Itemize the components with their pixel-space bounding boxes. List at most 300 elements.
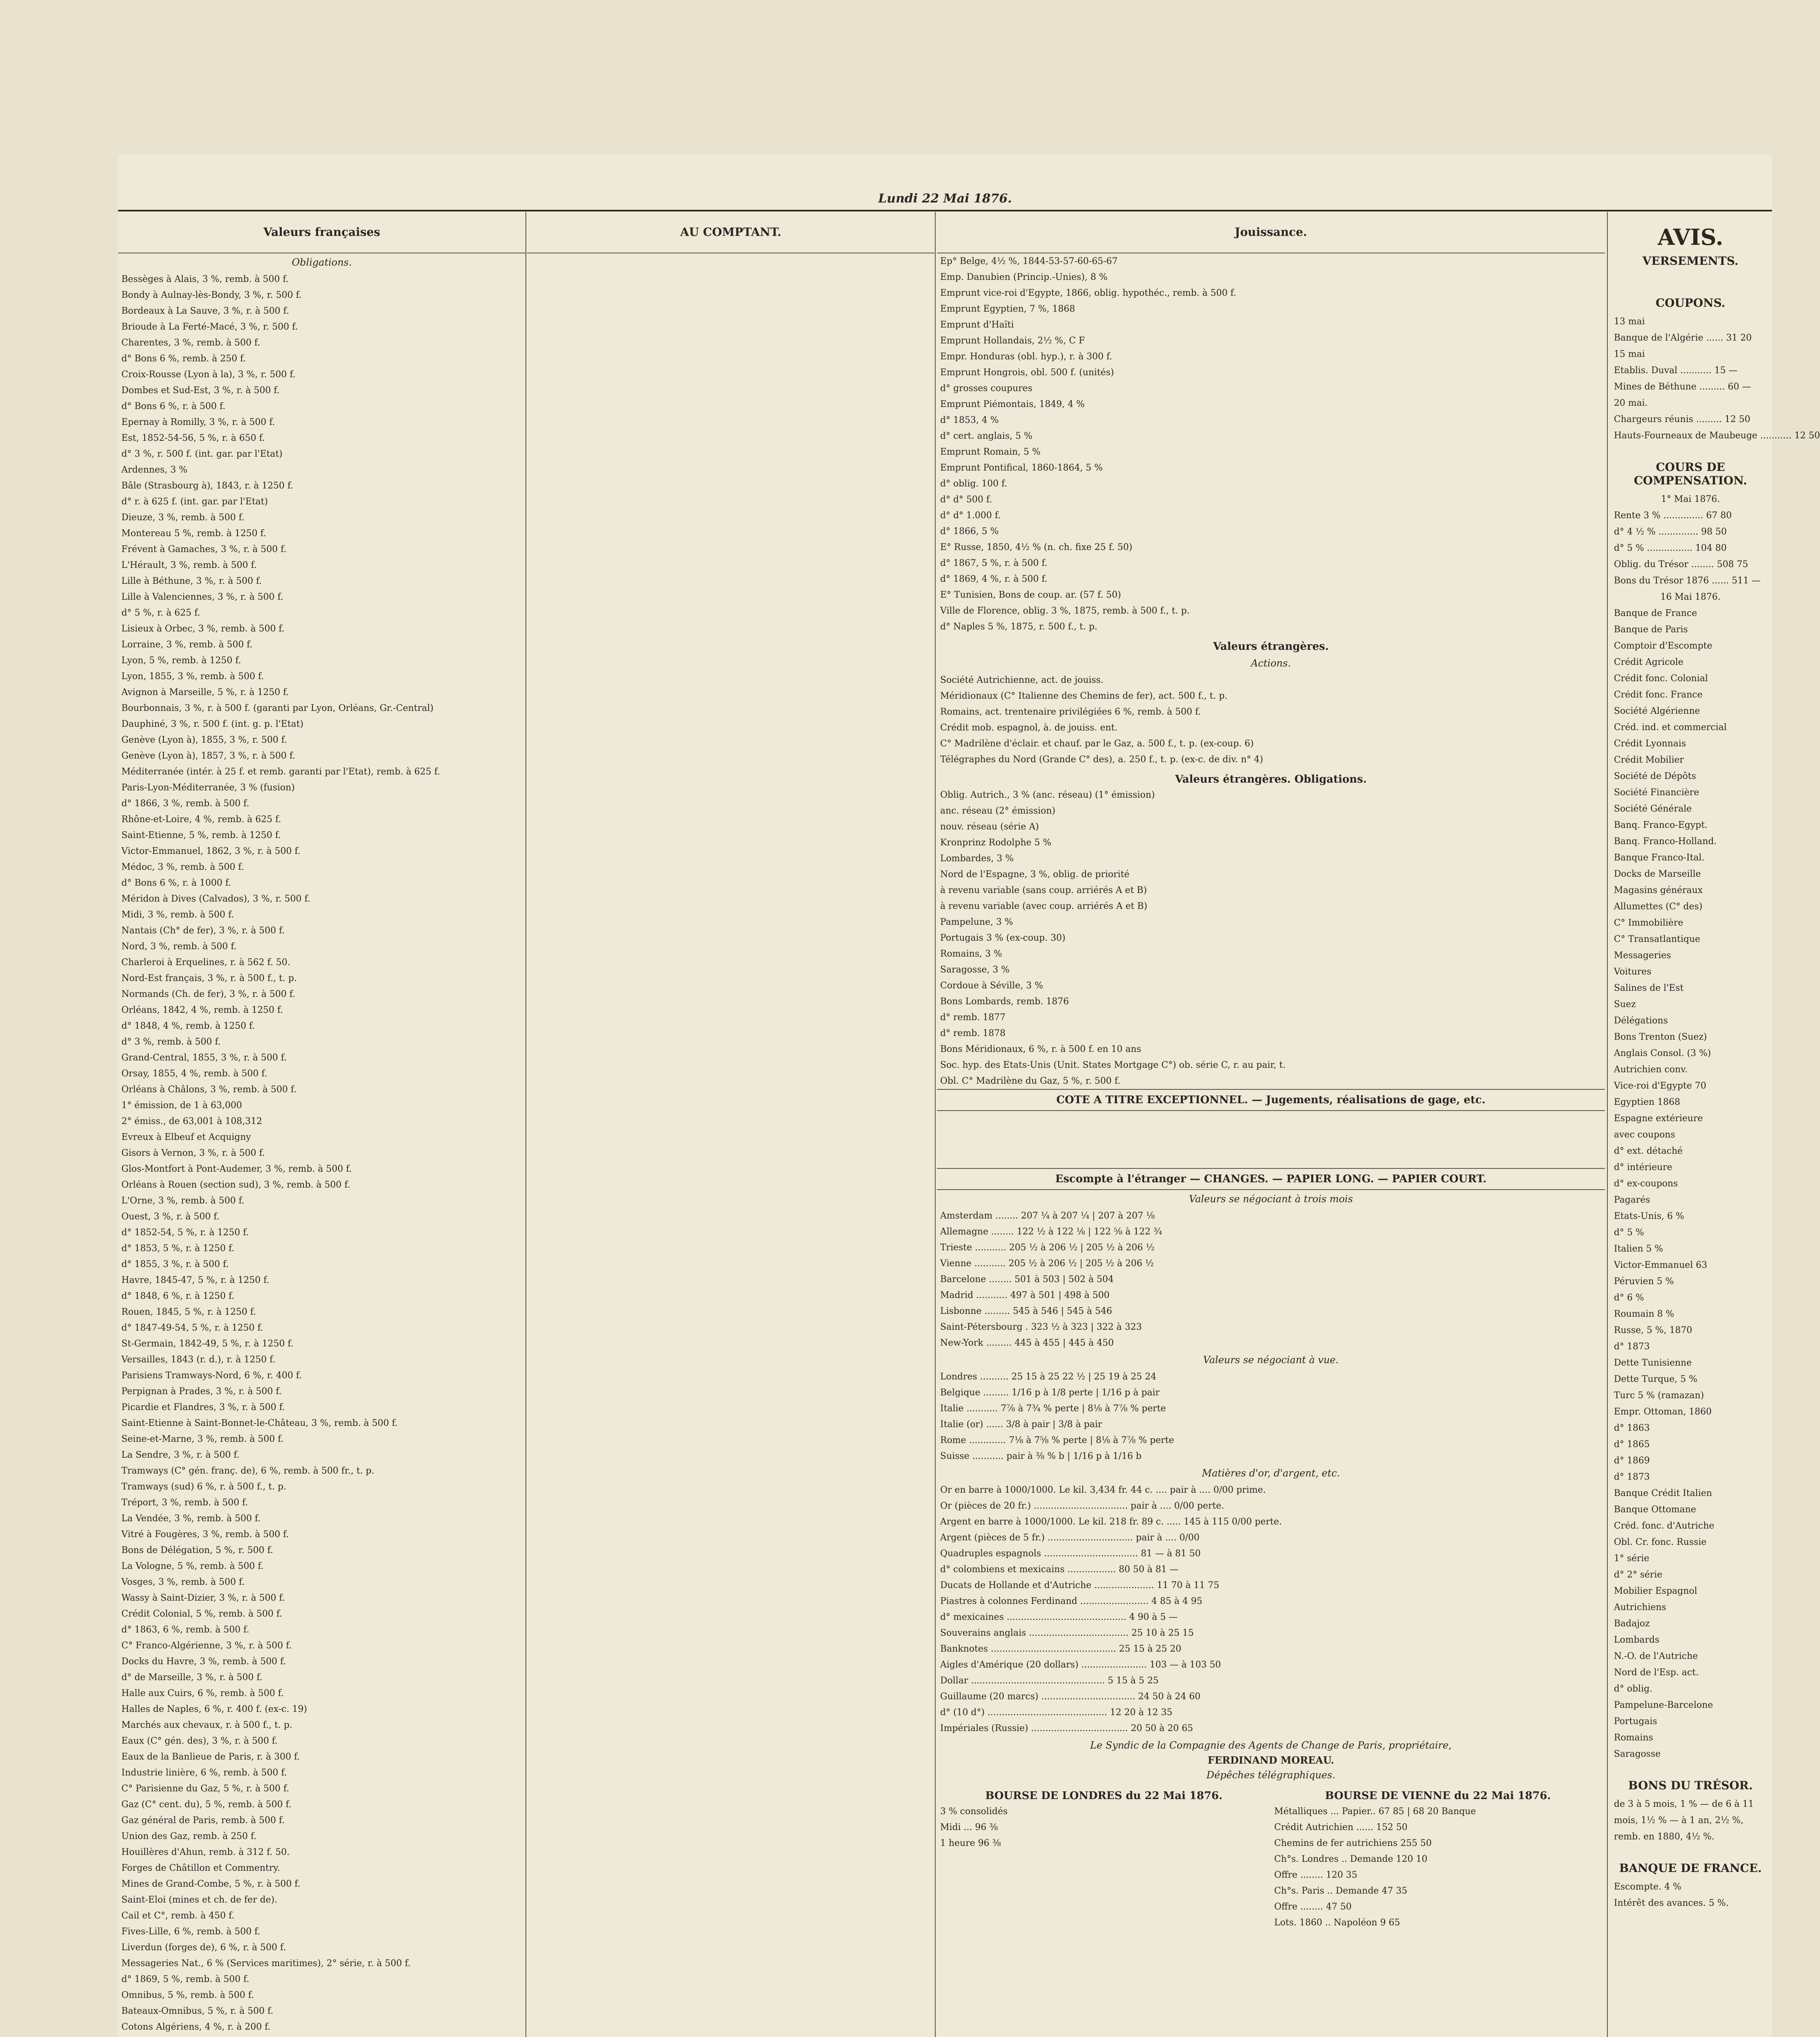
change-row: Italie (or) ...... 3/8 à pair | 3/8 à pair bbox=[940, 1419, 1102, 1430]
cours-row: Délégations bbox=[1614, 1016, 1668, 1026]
cours-row: Crédit fonc. France bbox=[1614, 690, 1703, 700]
security-row: Gaz (C° cent. du), 5 %, remb. à 500 f. bbox=[121, 1799, 292, 1810]
matiere-row: Piastres à colonnes Ferdinand ........................ 4 85 à 4 95 bbox=[940, 1596, 1202, 1606]
cours-row: Oblig. du Trésor ........ 508 75 bbox=[1614, 559, 1748, 570]
foreign-loan-row: Ville de Florence, oblig. 3 %, 1875, remb. à 500 f., t. p. bbox=[940, 606, 1190, 616]
cours-row: d° 5 % bbox=[1614, 1227, 1644, 1238]
oblig-etr-row: Oblig. Autrich., 3 % (anc. réseau) (1° émission) bbox=[940, 790, 1155, 800]
matieres-title: Matières d'or, d'argent, etc. bbox=[1202, 1467, 1340, 1479]
cours-row: Espagne extérieure bbox=[1614, 1113, 1703, 1124]
security-row: Omnibus, 5 %, remb. à 500 f. bbox=[121, 1990, 254, 2000]
vienne-row: Ch°s. Paris .. Demande 47 35 bbox=[1274, 1886, 1407, 1896]
oblig-etr-row: à revenu variable (sans coup. arriérés A et B) bbox=[940, 885, 1147, 895]
action-row: Télégraphes du Nord (Grande C° des), a. 250 f., t. p. (ex-c. de div. n° 4) bbox=[940, 755, 1263, 765]
cours-row: Banq. Franco-Egypt. bbox=[1614, 820, 1708, 830]
security-row: La Vendée, 3 %, remb. à 500 f. bbox=[121, 1513, 261, 1524]
security-row: C° Parisienne du Gaz, 5 %, r. à 500 f. bbox=[121, 1784, 289, 1794]
actions-rows-list bbox=[937, 672, 1605, 768]
matiere-row: Quadruples espagnols ................................. 81 — à 81 50 bbox=[940, 1549, 1201, 1559]
security-row: Bateaux-Omnibus, 5 %, r. à 500 f. bbox=[121, 2006, 273, 2016]
actions-label: Actions. bbox=[1251, 658, 1291, 669]
cours-row: Société de Dépôts bbox=[1614, 771, 1696, 781]
security-row: d° 1847-49-54, 5 %, r. à 1250 f. bbox=[121, 1323, 264, 1333]
cours-row: Rente 3 % .............. 67 80 bbox=[1614, 510, 1732, 521]
cours-row: d° 1869 bbox=[1614, 1456, 1650, 1466]
security-row: La Sendre, 3 %, r. à 500 f. bbox=[121, 1450, 240, 1460]
security-row: Dieuze, 3 %, remb. à 500 f. bbox=[121, 513, 245, 523]
security-row: Evreux à Elbeuf et Acquigny bbox=[121, 1132, 251, 1142]
change-row: New-York ......... 445 à 455 | 445 à 450 bbox=[940, 1338, 1114, 1348]
security-row: La Vologne, 5 %, remb. à 500 f. bbox=[121, 1561, 264, 1571]
jouissance-header: Jouissance. bbox=[937, 212, 1605, 253]
security-row: Docks du Havre, 3 %, remb. à 500 f. bbox=[121, 1656, 286, 1667]
cours2-rows bbox=[1609, 605, 1772, 1762]
security-row: Glos-Montfort à Pont-Audemer, 3 %, remb. à 500 f. bbox=[121, 1164, 352, 1174]
foreign-loan-row: Emprunt vice-roi d'Egypte, 1866, oblig. hypothéc., remb. à 500 f. bbox=[940, 288, 1236, 298]
cours-date2: 16 Mai 1876. bbox=[1660, 592, 1721, 602]
vienne-rows bbox=[1271, 1804, 1605, 1931]
cours-row: Banque Crédit Italien bbox=[1614, 1488, 1712, 1498]
oblig-etr-title: Valeurs étrangères. Obligations. bbox=[1175, 773, 1367, 785]
cours-row: d° ext. détaché bbox=[1614, 1146, 1683, 1156]
cours-row: Société Algérienne bbox=[1614, 706, 1700, 716]
security-row: d° Bons 6 %, remb. à 250 f. bbox=[121, 354, 246, 364]
security-row: d° 3 %, remb. à 500 f. bbox=[121, 1037, 221, 1047]
security-row: Frévent à Gamaches, 3 %, r. à 500 f. bbox=[121, 544, 287, 554]
security-row: Gaz général de Paris, remb. à 500 f. bbox=[121, 1815, 285, 1826]
cours-row: Voitures bbox=[1614, 967, 1651, 977]
security-row: Gisors à Vernon, 3 %, r. à 500 f. bbox=[121, 1148, 265, 1158]
cours-row: d° 1865 bbox=[1614, 1439, 1650, 1450]
coupon-row: Banque de l'Algérie ...... 31 20 bbox=[1614, 333, 1752, 343]
cours-row: Suez bbox=[1614, 999, 1636, 1010]
au-comptant-column bbox=[527, 212, 934, 2037]
cours-row: avec coupons bbox=[1614, 1130, 1675, 1140]
cours-row: Etats-Unis, 6 % bbox=[1614, 1211, 1684, 1221]
coupon-row: 13 mai bbox=[1614, 317, 1645, 327]
security-row: Bourbonnais, 3 %, r. à 500 f. (garanti par Lyon, Orléans, Gr.-Central) bbox=[121, 703, 434, 713]
matiere-row: Dollar ............................................... 5 15 à 5 25 bbox=[940, 1676, 1159, 1686]
oblig-etr-row: à revenu variable (avec coup. arriérés A et B) bbox=[940, 901, 1147, 911]
cours-row: d° 5 % ................ 104 80 bbox=[1614, 543, 1727, 553]
bourse-londres bbox=[937, 1784, 1271, 1931]
security-row: Orléans à Châlons, 3 %, remb. à 500 f. bbox=[121, 1084, 297, 1095]
security-row: Bondy à Aulnay-lès-Bondy, 3 %, r. 500 f. bbox=[121, 290, 302, 300]
oblig-etr-row: Bons Méridionaux, 6 %, r. à 500 f. en 10 ans bbox=[940, 1044, 1141, 1054]
column-divider bbox=[1607, 212, 1608, 2037]
security-row: Tramways (C° gén. franç. de), 6 %, remb. à 500 fr., t. p. bbox=[121, 1466, 374, 1476]
changes-title: CHANGES. bbox=[1204, 1173, 1268, 1185]
cours-row: d° 6 % bbox=[1614, 1293, 1644, 1303]
security-row: Houillères d'Ahun, remb. à 312 f. 50. bbox=[121, 1847, 290, 1857]
foreign-loan-row: d° oblig. 100 f. bbox=[940, 479, 1007, 489]
security-row: d° 1848, 6 %, r. à 1250 f. bbox=[121, 1291, 235, 1301]
foreign-loan-row: Emp. Danubien (Princip.-Unies), 8 % bbox=[940, 272, 1108, 282]
security-row: Epernay à Romilly, 3 %, r. à 500 f. bbox=[121, 417, 275, 427]
security-row: d° Bons 6 %, r. à 1000 f. bbox=[121, 878, 231, 888]
security-row: d° 3 %, r. 500 f. (int. gar. par l'Etat) bbox=[121, 449, 283, 459]
security-row: Dauphiné, 3 %, r. 500 f. (int. g. p. l'Etat) bbox=[121, 719, 303, 729]
security-row: d° 1853, 5 %, r. à 1250 f. bbox=[121, 1243, 235, 1254]
londres-une-heure: 1 heure 96 ⅜ bbox=[940, 1838, 1001, 1848]
matiere-row: Or (pièces de 20 fr.) ................................. pair à .... 0/00 perte. bbox=[940, 1501, 1224, 1511]
change-row: Londres .......... 25 15 à 25 22 ½ | 25 19 à 25 24 bbox=[940, 1372, 1156, 1382]
cours-row: C° Transatlantique bbox=[1614, 934, 1701, 944]
security-row: Union des Gaz, remb. à 250 f. bbox=[121, 1831, 257, 1841]
cours-row: Salines de l'Est bbox=[1614, 983, 1684, 993]
security-row: Seine-et-Marne, 3 %, remb. à 500 f. bbox=[121, 1434, 284, 1444]
papier-long: PAPIER LONG. bbox=[1286, 1173, 1374, 1185]
oblig-etr-row: d° remb. 1878 bbox=[940, 1028, 1006, 1038]
bons-tresor-title: BONS DU TRÉSOR. bbox=[1628, 1779, 1753, 1792]
cours-row: C° Immobilière bbox=[1614, 918, 1684, 928]
security-row: d° 1863, 6 %, remb. à 500 f. bbox=[121, 1625, 249, 1635]
newspaper-page bbox=[118, 155, 1820, 2037]
coupons-rows bbox=[1609, 314, 1820, 444]
cours-row: Banque de Paris bbox=[1614, 625, 1688, 635]
cours-row: Nord de l'Esp. act. bbox=[1614, 1667, 1699, 1678]
security-row: 1° émission, de 1 à 63,000 bbox=[121, 1100, 242, 1111]
security-row: Eaux de la Banlieue de Paris, r. à 300 f. bbox=[121, 1752, 300, 1762]
cours-row: Mobilier Espagnol bbox=[1614, 1586, 1697, 1596]
cours-row: Créd. fonc. d'Autriche bbox=[1614, 1521, 1714, 1531]
matiere-row: Or en barre à 1000/1000. Le kil. 3,434 fr. 44 c. .... pair à .... 0/00 prime. bbox=[940, 1485, 1266, 1495]
oblig-etr-row: Portugais 3 % (ex-coup. 30) bbox=[940, 933, 1066, 943]
change-row: Italie ........... 7⅞ à 7¾ % perte | 8⅛ à 7⅞ % perte bbox=[940, 1403, 1166, 1414]
security-row: Crédit Colonial, 5 %, remb. à 500 f. bbox=[121, 1609, 282, 1619]
oblig-etr-row: Soc. hyp. des Etats-Unis (Unit. States Mortgage C°) ob. série C, r. au pair, t. bbox=[940, 1060, 1286, 1070]
banque-row: Intérêt des avances. 5 %. bbox=[1614, 1898, 1729, 1908]
security-row: Lille à Béthune, 3 %, r. à 500 f. bbox=[121, 576, 262, 586]
foreign-loan-row: Emprunt Pontifical, 1860-1864, 5 % bbox=[940, 463, 1103, 473]
security-row: Vosges, 3 %, remb. à 500 f. bbox=[121, 1577, 245, 1587]
change-row: Rome ............. 7⅛ à 7⅝ % perte | 8⅛ à 7⅞ % perte bbox=[940, 1435, 1174, 1445]
foreign-loan-row: Emprunt Piémontais, 1849, 4 % bbox=[940, 399, 1085, 409]
security-row: d° r. à 625 f. (int. gar. par l'Etat) bbox=[121, 497, 268, 507]
change-row: Barcelone ........ 501 à 503 | 502 à 504 bbox=[940, 1274, 1114, 1285]
security-row: Perpignan à Prades, 3 %, r. à 500 f. bbox=[121, 1386, 282, 1397]
security-row: Parisiens Tramways-Nord, 6 %, r. 400 f. bbox=[121, 1370, 302, 1381]
cours-row: Banque de France bbox=[1614, 608, 1697, 618]
cours-row: 1° série bbox=[1614, 1553, 1649, 1564]
security-row: d° 1855, 3 %, r. à 500 f. bbox=[121, 1259, 229, 1269]
changes-escompte: Escompte à l'étranger bbox=[1055, 1173, 1186, 1185]
cours-row: d° 2° série bbox=[1614, 1570, 1662, 1580]
cours-row: Egyptien 1868 bbox=[1614, 1097, 1680, 1107]
foreign-loan-row: Emprunt Hollandais, 2½ %, C F bbox=[940, 336, 1085, 346]
column-divider bbox=[935, 212, 936, 2037]
oblig-etr-rows-list bbox=[937, 787, 1605, 1089]
security-row: Lisieux à Orbec, 3 %, remb. à 500 f. bbox=[121, 624, 285, 634]
security-row: Montereau 5 %, remb. à 1250 f. bbox=[121, 528, 266, 539]
security-row: Tréport, 3 %, remb. à 500 f. bbox=[121, 1498, 248, 1508]
security-row: Genève (Lyon à), 1855, 3 %, r. 500 f. bbox=[121, 735, 287, 745]
cours-row: Péruvien 5 % bbox=[1614, 1276, 1674, 1287]
valeurs-francaises-header: Valeurs françaises bbox=[118, 212, 525, 253]
cours-row: Saragosse bbox=[1614, 1749, 1661, 1759]
au-comptant-header: AU COMPTANT. bbox=[527, 212, 934, 253]
change-row: Allemagne ........ 122 ½ à 122 ⅛ | 122 ⅝ à 122 ¾ bbox=[940, 1227, 1162, 1237]
cours-row: Crédit Mobilier bbox=[1614, 755, 1684, 765]
coupon-row: Hauts-Fourneaux de Maubeuge ........... 12 50 bbox=[1614, 431, 1820, 441]
oblig-etr-row: Kronprinz Rodolphe 5 % bbox=[940, 838, 1052, 848]
security-row: Lyon, 5 %, remb. à 1250 f. bbox=[121, 656, 241, 666]
foreign-loan-row: d° grosses coupures bbox=[940, 383, 1033, 394]
matiere-row: Argent (pièces de 5 fr.) .............................. pair à .... 0/00 bbox=[940, 1533, 1200, 1543]
cours-row: Dette Tunisienne bbox=[1614, 1358, 1692, 1368]
action-row: Méridionaux (C° Italienne des Chemins de fer), act. 500 f., t. p. bbox=[940, 691, 1228, 701]
left-rows-list bbox=[118, 271, 525, 2037]
security-row: Bons de Délégation, 5 %, r. 500 f. bbox=[121, 1545, 273, 1555]
vienne-row: Lots. 1860 .. Napoléon 9 65 bbox=[1274, 1918, 1400, 1928]
matiere-row: Guillaume (20 marcs) ................................. 24 50 à 24 60 bbox=[940, 1692, 1201, 1702]
security-row: Halle aux Cuirs, 6 %, remb. à 500 f. bbox=[121, 1688, 284, 1698]
change-row: Belgique ......... 1/16 p à 1/8 perte | 1/16 p à pair bbox=[940, 1388, 1160, 1398]
avis-column bbox=[1609, 212, 1820, 2037]
foreign-loan-row: d° 1853, 4 % bbox=[940, 415, 999, 425]
change-row: Suisse ........... pair à ⅜ % b | 1/16 p à 1/16 b bbox=[940, 1451, 1142, 1461]
foreign-loan-row: Emprunt Romain, 5 % bbox=[940, 447, 1041, 457]
oblig-etr-row: Romains, 3 % bbox=[940, 949, 1002, 959]
coupon-row: Etablis. Duval ........... 15 — bbox=[1614, 365, 1738, 376]
obligations-label: Obligations. bbox=[292, 257, 352, 268]
matiere-row: Souverains anglais ................................... 25 10 à 25 15 bbox=[940, 1628, 1194, 1638]
cours-row: Banq. Franco-Holland. bbox=[1614, 836, 1717, 847]
cours-row: d° 4 ½ % .............. 98 50 bbox=[1614, 527, 1727, 537]
cours-row: Portugais bbox=[1614, 1716, 1657, 1727]
matiere-row: Ducats de Hollande et d'Autriche ..................... 11 70 à 11 75 bbox=[940, 1580, 1220, 1590]
avis-title: AVIS. bbox=[1657, 224, 1723, 250]
top-rule bbox=[118, 210, 1772, 211]
action-row: Société Autrichienne, act. de jouiss. bbox=[940, 675, 1104, 685]
security-row: Normands (Ch. de fer), 3 %, r. à 500 f. bbox=[121, 989, 295, 999]
cours-title: COURS DE COMPENSATION. bbox=[1634, 460, 1747, 487]
oblig-etr-row: d° remb. 1877 bbox=[940, 1012, 1006, 1023]
matiere-row: d° mexicaines .......................................... 4 90 à 5 — bbox=[940, 1612, 1178, 1622]
security-row: Midi, 3 %, remb. à 500 f. bbox=[121, 910, 234, 920]
security-row: Industrie linière, 6 %, remb. à 500 f. bbox=[121, 1768, 287, 1778]
cote-exceptionnel-space bbox=[937, 1111, 1605, 1168]
change-row: Amsterdam ........ 207 ¼ à 207 ¼ | 207 à 207 ⅛ bbox=[940, 1211, 1155, 1221]
cours-row: Banque Franco-Ital. bbox=[1614, 853, 1705, 863]
security-row: Ouest, 3 %, r. à 500 f. bbox=[121, 1212, 220, 1222]
security-row: d° Bons 6 %, r. à 500 f. bbox=[121, 401, 226, 411]
change-row: Saint-Pétersbourg . 323 ½ à 323 | 322 à 323 bbox=[940, 1322, 1142, 1332]
bourse-vienne bbox=[1271, 1784, 1605, 1931]
vienne-row: Crédit Autrichien ...... 152 50 bbox=[1274, 1822, 1408, 1832]
oblig-etr-row: Cordoue à Séville, 3 % bbox=[940, 981, 1043, 991]
a-vue-rows bbox=[937, 1369, 1605, 1464]
vienne-row: Métalliques ... Papier.. 67 85 | 68 20 Banque bbox=[1274, 1806, 1476, 1817]
security-row: Tramways (sud) 6 %, r. à 500 f., t. p. bbox=[121, 1482, 286, 1492]
security-row: Lorraine, 3 %, remb. à 500 f. bbox=[121, 640, 253, 650]
security-row bbox=[118, 2035, 525, 2037]
oblig-etr-row: Obl. C° Madrilène du Gaz, 5 %, r. 500 f. bbox=[940, 1076, 1121, 1086]
security-row: Nord-Est français, 3 %, r. à 500 f., t. p. bbox=[121, 973, 297, 983]
foreign-loan-row: Emprunt Egyptien, 7 %, 1868 bbox=[940, 304, 1075, 314]
foreign-loan-row: d° d° 500 f. bbox=[940, 495, 992, 505]
oblig-etr-row: anc. réseau (2° émission) bbox=[940, 806, 1055, 816]
cours-row: d° ex-coupons bbox=[1614, 1179, 1678, 1189]
bourses-block bbox=[937, 1784, 1605, 1931]
cours-row: d° intérieure bbox=[1614, 1162, 1673, 1172]
security-row: Est, 1852-54-56, 5 %, r. à 650 f. bbox=[121, 433, 265, 443]
cours-row: Dette Turque, 5 % bbox=[1614, 1374, 1697, 1384]
coupons-label: COUPONS. bbox=[1655, 296, 1725, 310]
versements-label: VERSEMENTS. bbox=[1642, 254, 1739, 268]
change-row: Madrid ........... 497 à 501 | 498 à 500 bbox=[940, 1290, 1110, 1300]
vienne-row: Chemins de fer autrichiens 255 50 bbox=[1274, 1838, 1432, 1848]
cours-row: Comptoir d'Escompte bbox=[1614, 641, 1712, 651]
security-row: Eaux (C° gén. des), 3 %, r. à 500 f. bbox=[121, 1736, 278, 1746]
security-row: Cail et C°, remb. à 450 f. bbox=[121, 1911, 235, 1921]
security-row: L'Orne, 3 %, remb. à 500 f. bbox=[121, 1196, 245, 1206]
cote-exceptionnel: COTE A TITRE EXCEPTIONNEL. — Jugements, réalisations de gage, etc. bbox=[937, 1089, 1605, 1111]
cours-date1: 1° Mai 1876. bbox=[1661, 494, 1720, 504]
security-row: d° 1866, 3 %, remb. à 500 f. bbox=[121, 799, 249, 809]
security-row: Croix-Rousse (Lyon à la), 3 %, r. 500 f. bbox=[121, 370, 296, 380]
security-row: Cotons Algériens, 4 %, r. à 200 f. bbox=[121, 2022, 271, 2032]
syndic-name: FERDINAND MOREAU. bbox=[1207, 1754, 1334, 1766]
security-row: St-Germain, 1842-49, 5 %, r. à 1250 f. bbox=[121, 1339, 294, 1349]
foreign-column bbox=[937, 212, 1605, 2037]
banque-rows bbox=[1609, 1879, 1772, 1912]
matiere-row: Aigles d'Amérique (20 dollars) ....................... 103 — à 103 50 bbox=[940, 1660, 1221, 1670]
matiere-row: d° colombiens et mexicains ................. 80 50 à 81 — bbox=[940, 1564, 1179, 1575]
bourse-londres-title: BOURSE DE LONDRES du 22 Mai 1876. bbox=[985, 1790, 1223, 1802]
cours-row: d° 1873 bbox=[1614, 1342, 1650, 1352]
security-row: Orléans à Rouen (section sud), 3 %, remb. à 500 f. bbox=[121, 1180, 350, 1190]
cours-row: Créd. ind. et commercial bbox=[1614, 722, 1727, 733]
security-row: Bordeaux à La Sauve, 3 %, r. à 500 f. bbox=[121, 306, 289, 316]
oblig-etr-row: Lombardes, 3 % bbox=[940, 854, 1014, 864]
foreign-loan-row: E° Tunisien, Bons de coup. ar. (57 f. 50) bbox=[940, 590, 1121, 600]
cours-row: Bons Trenton (Suez) bbox=[1614, 1032, 1707, 1042]
security-row: d° de Marseille, 3 %, r. à 500 f. bbox=[121, 1672, 263, 1683]
security-row: Saint-Eloi (mines et ch. de fer de). bbox=[121, 1895, 277, 1905]
security-row: Saint-Etienne à Saint-Bonnet-le-Château, 3 %, remb. à 500 f. bbox=[121, 1418, 398, 1428]
oblig-etr-row: Nord de l'Espagne, 3 %, oblig. de priorité bbox=[940, 869, 1130, 880]
security-row: Orléans, 1842, 4 %, remb. à 1250 f. bbox=[121, 1005, 283, 1015]
security-row: d° 1848, 4 %, remb. à 1250 f. bbox=[121, 1021, 255, 1031]
foreign-loan-row: d° d° 1.000 f. bbox=[940, 510, 1001, 521]
coupon-row: 20 mai. bbox=[1614, 398, 1648, 408]
matiere-row: Impériales (Russie) .................................. 20 50 à 20 65 bbox=[940, 1723, 1194, 1733]
matieres-rows bbox=[937, 1482, 1605, 1736]
foreign-loan-row: Emprunt d'Haïti bbox=[940, 320, 1014, 330]
security-row: Médoc, 3 %, remb. à 500 f. bbox=[121, 862, 244, 872]
oblig-etr-row: Bons Lombards, remb. 1876 bbox=[940, 997, 1069, 1007]
cours-row: Romains bbox=[1614, 1733, 1653, 1743]
foreign-loan-row: d° Naples 5 %, 1875, r. 500 f., t. p. bbox=[940, 622, 1098, 632]
changes-header: Escompte à l'étranger — CHANGES. — PAPIER LONG. — PAPIER COURT. bbox=[937, 1168, 1605, 1190]
security-row: Méditerranée (intér. à 25 f. et remb. garanti par l'Etat), remb. à 625 f. bbox=[121, 767, 440, 777]
security-row: Orsay, 1855, 4 %, remb. à 500 f. bbox=[121, 1069, 268, 1079]
security-row: Havre, 1845-47, 5 %, r. à 1250 f. bbox=[121, 1275, 270, 1285]
cours-row: Société Financière bbox=[1614, 788, 1699, 798]
foreign-loan-row: E° Russe, 1850, 4½ % (n. ch. fixe 25 f. 50) bbox=[940, 542, 1132, 552]
londres-midi: Midi ... 96 ⅜ bbox=[940, 1822, 998, 1832]
cours-row: Magasins généraux bbox=[1614, 885, 1703, 895]
security-row: Victor-Emmanuel, 1862, 3 %, r. à 500 f. bbox=[121, 846, 301, 856]
cours-row: Victor-Emmanuel 63 bbox=[1614, 1260, 1708, 1270]
cours-row: Crédit Lyonnais bbox=[1614, 739, 1686, 749]
matiere-row: d° (10 d°) .......................................... 12 20 à 12 35 bbox=[940, 1707, 1173, 1718]
security-row: Ardennes, 3 % bbox=[121, 465, 188, 475]
foreign-loan-row: d° 1869, 4 %, r. à 500 f. bbox=[940, 574, 1048, 584]
cours-row: Obl. Cr. fonc. Russie bbox=[1614, 1537, 1707, 1547]
foreign-loan-row: d° cert. anglais, 5 % bbox=[940, 431, 1033, 441]
mid-rows-list bbox=[937, 253, 1605, 635]
security-row: Saint-Etienne, 5 %, remb. à 1250 f. bbox=[121, 830, 281, 840]
consolides-label: 3 % consolidés bbox=[940, 1806, 1008, 1817]
foreign-loan-row: Empr. Honduras (obl. hyp.), r. à 300 f. bbox=[940, 352, 1112, 362]
banque-row: Escompte. 4 % bbox=[1614, 1882, 1682, 1892]
security-row: Liverdun (forges de), 6 %, r. à 500 f. bbox=[121, 1942, 286, 1953]
security-row: Messageries Nat., 6 % (Services maritimes), 2° série, r. à 500 f. bbox=[121, 1958, 411, 1969]
security-row: Wassy à Saint-Dizier, 3 %, r. à 500 f. bbox=[121, 1593, 285, 1603]
cours-row: Badajoz bbox=[1614, 1619, 1650, 1629]
a-vue-label: Valeurs se négociant à vue. bbox=[1203, 1354, 1339, 1366]
cours-row: Pagarés bbox=[1614, 1195, 1650, 1205]
security-row: C° Franco-Algérienne, 3 %, r. à 500 f. bbox=[121, 1641, 292, 1651]
foreign-loan-row: d° 1867, 5 %, r. à 500 f. bbox=[940, 558, 1048, 568]
change-row: Trieste ........... 205 ½ à 206 ½ | 205 ½ à 206 ½ bbox=[940, 1243, 1155, 1253]
cours-row: Société Générale bbox=[1614, 804, 1692, 814]
valeurs-francaises-column bbox=[118, 212, 525, 2037]
banque-france-title: BANQUE DE FRANCE. bbox=[1619, 1861, 1762, 1875]
cours-row: Anglais Consol. (3 %) bbox=[1614, 1048, 1711, 1058]
column-divider bbox=[525, 212, 526, 2037]
security-row: Mines de Grand-Combe, 5 %, r. à 500 f. bbox=[121, 1879, 301, 1889]
cours-row: Bons du Trésor 1876 ...... 511 — bbox=[1614, 576, 1761, 586]
security-row: Bessèges à Alais, 3 %, remb. à 500 f. bbox=[121, 274, 289, 284]
security-row: Forges de Châtillon et Commentry. bbox=[121, 1863, 280, 1873]
security-row: Grand-Central, 1855, 3 %, r. à 500 f. bbox=[121, 1053, 287, 1063]
security-row: Nord, 3 %, remb. à 500 f. bbox=[121, 942, 237, 952]
cours-row: Banque Ottomane bbox=[1614, 1505, 1696, 1515]
vienne-row: Offre ........ 120 35 bbox=[1274, 1870, 1358, 1880]
matiere-row: Argent en barre à 1000/1000. Le kil. 218 fr. 89 c. ..... 145 à 115 0/00 perte. bbox=[940, 1517, 1282, 1527]
matiere-row: Banknotes ............................................ 25 15 à 25 20 bbox=[940, 1644, 1182, 1654]
cours-row: Messageries bbox=[1614, 950, 1671, 961]
change-row: Vienne ........... 205 ½ à 206 ½ | 205 ½ à 206 ½ bbox=[940, 1258, 1154, 1269]
trois-mois-rows bbox=[937, 1208, 1605, 1351]
oblig-etr-row: Saragosse, 3 % bbox=[940, 965, 1010, 975]
security-row: Lille à Valenciennes, 3 %, r. à 500 f. bbox=[121, 592, 284, 602]
coupon-row: Mines de Béthune ......... 60 — bbox=[1614, 382, 1751, 392]
cours-row: Russe, 5 %, 1870 bbox=[1614, 1325, 1693, 1335]
security-row: d° 5 %, r. à 625 f. bbox=[121, 608, 200, 618]
security-row: L'Hérault, 3 %, remb. à 500 f. bbox=[121, 560, 257, 570]
action-row: Romains, act. trentenaire privilégiées 6 %, remb. à 500 f. bbox=[940, 707, 1201, 717]
cours-row: Autrichien conv. bbox=[1614, 1065, 1688, 1075]
papier-court: PAPIER COURT. bbox=[1392, 1173, 1487, 1185]
security-row: Paris-Lyon-Méditerranée, 3 % (fusion) bbox=[121, 783, 295, 793]
security-row: Charentes, 3 %, remb. à 500 f. bbox=[121, 338, 260, 348]
security-row: Genève (Lyon à), 1857, 3 %, r. à 500 f. bbox=[121, 751, 295, 761]
cours-row: Allumettes (C° des) bbox=[1614, 902, 1703, 912]
security-row: Méridon à Dives (Calvados), 3 %, r. 500 f. bbox=[121, 894, 310, 904]
security-row: Avignon à Marseille, 5 %, r. à 1250 f. bbox=[121, 687, 289, 697]
bons-tresor-text: de 3 à 5 mois, 1 % — de 6 à 11 mois, 1½ % — à 1 an, 2½ %, remb. en 1880, 4½ %. bbox=[1614, 1799, 1754, 1842]
security-row: Marchés aux chevaux, r. à 500 f., t. p. bbox=[121, 1720, 292, 1730]
action-row: C° Madrilène d'éclair. et chauf. par le Gaz, a. 500 f., t. p. (ex-coup. 6) bbox=[940, 739, 1254, 749]
security-row: Charleroi à Erquelines, r. à 562 f. 50. bbox=[121, 957, 290, 968]
depeches-title: Dépêches télégraphiques. bbox=[1206, 1769, 1336, 1781]
security-row: Halles de Naples, 6 %, r. 400 f. (ex-c. 19) bbox=[121, 1704, 307, 1714]
security-row: Nantais (Ch° de fer), 3 %, r. à 500 f. bbox=[121, 926, 285, 936]
